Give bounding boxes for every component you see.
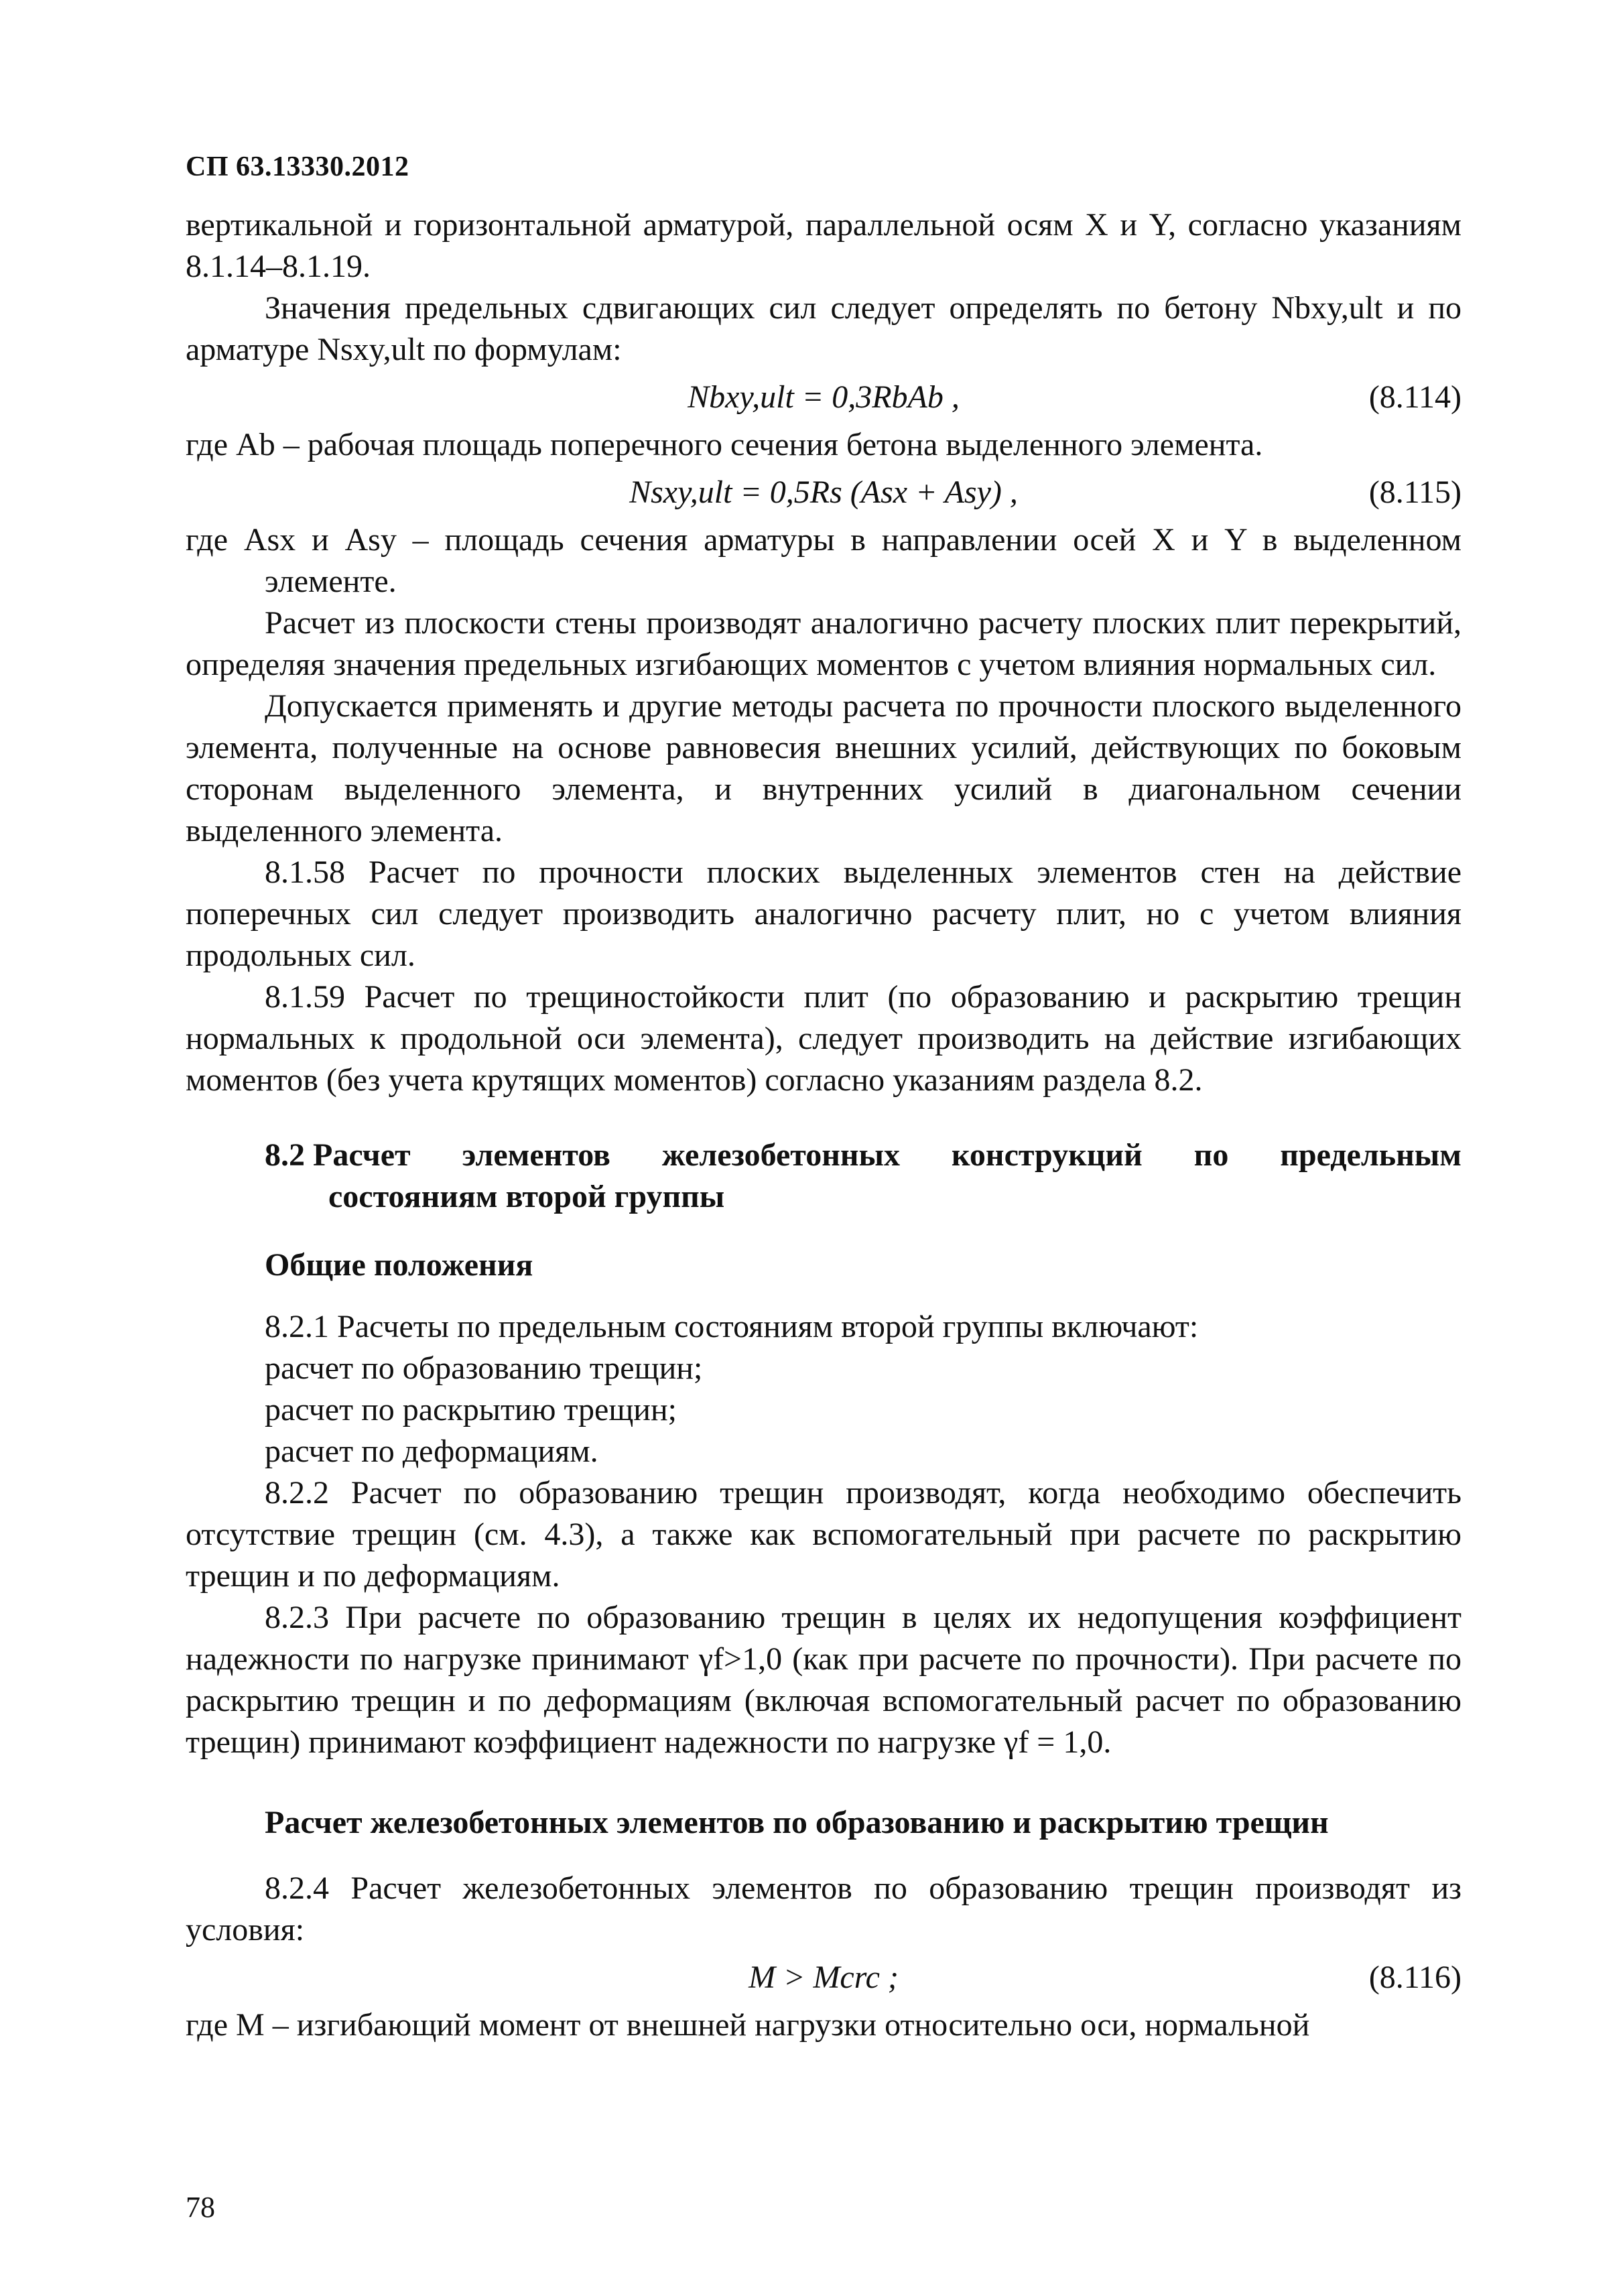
paragraph-shear-forces: Значения предельных сдвигающих сил следует определять по бетону Nbxy,ult и по арматуре Nsxy,ult по формулам:: [186, 290, 1462, 367]
section-heading-word: конструкций: [951, 1137, 1143, 1173]
page-body: [186, 204, 1462, 2046]
paragraph-8-2-4: 8.2.4 Расчет железобетонных элементов по образованию трещин производят из условия:: [186, 1870, 1462, 1948]
section-heading-word: элементов: [462, 1137, 610, 1173]
formula-number: (8.116): [1368, 1960, 1462, 1995]
subheading-general: Общие положения: [265, 1247, 533, 1283]
paragraph-8-1-58: 8.1.58 Расчет по прочности плоских выделенных элементов стен на действие поперечных сил следует производить аналогично расчету плит, но с учетом влияния продольных сил.: [186, 854, 1462, 973]
section-heading-line-2: состояниям второй группы: [328, 1179, 725, 1214]
paragraph-where-asx-asy: где Asx и Asy – площадь сечения арматуры в направлении осей X и Y в выделенном элементе.: [186, 522, 1462, 599]
formula-8-115: [186, 466, 1462, 519]
paragraph-where-ab: где Ab – рабочая площадь поперечного сечения бетона выделенного элемента.: [186, 427, 1263, 462]
formula-number: (8.114): [1368, 379, 1462, 415]
paragraph-other-methods: Допускается применять и другие методы расчета по прочности плоского выделенного элемента, полученные на основе равновесия внешних усилий, действующих по боковым сторонам выделенного элемента, и внутренних усилий в диагональном сечении выделенного элемента.: [186, 688, 1462, 848]
section-number: 8.2: [265, 1137, 305, 1173]
section-heading-word: Расчет: [313, 1137, 411, 1173]
page-number: 78: [186, 2191, 215, 2224]
formula-number: (8.115): [1368, 474, 1462, 510]
formula-8-114: [186, 371, 1462, 424]
section-heading-8-2: [186, 1135, 1462, 1218]
formula-expression: Nsxy,ult = 0,5Rs (Asx + Asy) ,: [629, 474, 1018, 510]
paragraph-8-2-3: 8.2.3 При расчете по образованию трещин в целях их недопущения коэффициент надежности по нагрузке принимают γf>1,0 (как при расчете по прочности). При расчете по раскрытию трещин и по деформациям (включая вспомогательный расчет по образованию трещин) принимают коэффициент надежности по нагрузке γf = 1,0.: [186, 1600, 1462, 1760]
formula-8-116: [186, 1951, 1462, 2004]
formula-expression: M > Mcrc ;: [749, 1960, 899, 1995]
paragraph-continuation: вертикальной и горизонтальной арматурой, параллельной осям X и Y, согласно указаниям 8.1.14–8.1.19.: [186, 207, 1462, 284]
section-heading-number-word: [265, 1135, 411, 1176]
document-code-header: СП 63.13330.2012: [186, 151, 409, 182]
paragraph-8-1-59: 8.1.59 Расчет по трещиностойкости плит (по образованию и раскрытию трещин нормальных к продольной оси элемента), следует производить на действие изгибающих моментов (без учета крутящих моментов) согласно указаниям раздела 8.2.: [186, 979, 1462, 1098]
paragraph-out-of-plane: Расчет из плоскости стены производят аналогично расчету плоских плит перекрытий, определяя значения предельных изгибающих моментов с учетом влияния нормальных сил.: [186, 605, 1462, 682]
section-heading-word: железобетонных: [661, 1137, 900, 1173]
paragraph-8-2-2: 8.2.2 Расчет по образованию трещин производят, когда необходимо обеспечить отсутствие трещин (см. 4.3), а также как вспомогательный при расчете по раскрытию трещин и по деформациям.: [186, 1475, 1462, 1594]
section-heading-line-1: [265, 1135, 1462, 1176]
section-heading-word: предельным: [1280, 1137, 1462, 1173]
paragraph-8-2-1: 8.2.1 Расчеты по предельным состояниям второй группы включают:: [265, 1309, 1199, 1344]
list-item: расчет по раскрытию трещин;: [265, 1392, 677, 1427]
subheading-crack-calculation: Расчет железобетонных элементов по образованию и раскрытию трещин: [265, 1805, 1329, 1840]
paragraph-where-m: где M – изгибающий момент от внешней нагрузки относительно оси, нормальной: [186, 2007, 1310, 2043]
formula-expression: Nbxy,ult = 0,3RbAb ,: [688, 379, 960, 415]
list-item: расчет по деформациям.: [265, 1433, 598, 1469]
section-heading-word: по: [1193, 1137, 1229, 1173]
list-item: расчет по образованию трещин;: [265, 1350, 703, 1386]
